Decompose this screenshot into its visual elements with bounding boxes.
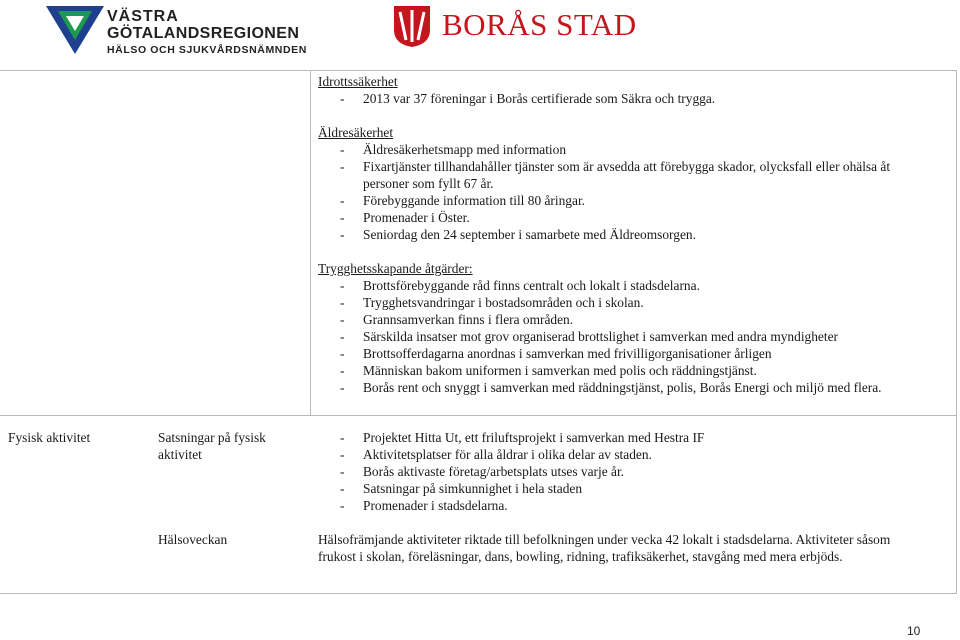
list-item: - Satsningar på simkunnighet i hela staden (340, 481, 583, 496)
idrott-section (318, 73, 715, 107)
subcategory-line: Satsningar på fysisk (158, 430, 266, 445)
vgr-name-line1: VÄSTRA (107, 8, 179, 25)
idrott-heading: Idrottssäkerhet (318, 74, 398, 89)
list-item: - Projektet Hitta Ut, ett friluftsprojekt i samverkan med Hestra IF (340, 430, 705, 445)
halso-label: Hälsoveckan (158, 532, 228, 547)
trygg-heading: Trygghetsskapande åtgärder: (318, 261, 473, 276)
subcategory-line: aktivitet (158, 447, 202, 462)
fysisk-list (318, 429, 704, 514)
vgr-subtitle: HÄLSO OCH SJUKVÅRDSNÄMNDEN (107, 44, 307, 56)
halso-line: Hälsofrämjande aktiviteter riktade till befolkningen under vecka 42 lokalt i stadsdelarna. Aktiviteter såsom (318, 532, 891, 547)
vgr-emblem-icon (44, 2, 106, 56)
list-item: - Aktivitetsplatser för alla åldrar i olika delar av staden. (340, 447, 652, 462)
page-number: 10 (907, 624, 921, 638)
trygg-section (318, 260, 882, 396)
list-item-continuation: personer som fyllt 67 år. (363, 176, 494, 191)
vgr-logo (44, 2, 314, 58)
list-item: - Äldresäkerhetsmapp med information (340, 142, 567, 157)
fysisk-subcategory (158, 429, 266, 463)
halso-line: frukost i skolan, föreläsningar, dans, bowling, ridning, trafiksäkerhet, stavgång med mera erbjöds. (318, 549, 843, 564)
list-item: - Brottsförebyggande råd finns centralt och lokalt i stadsdelarna. (340, 278, 700, 293)
list-item: - Trygghetsvandringar i bostadsområden och i skolan. (340, 295, 644, 310)
list-item: - Seniordag den 24 september i samarbete med Äldreomsorgen. (340, 227, 696, 242)
list-item: - Promenader i Öster. (340, 210, 470, 225)
vgr-name-line2: GÖTALANDSREGIONEN (107, 25, 300, 42)
list-item: - 2013 var 37 föreningar i Borås certifierade som Säkra och trygga. (340, 91, 716, 106)
boras-title: BORÅS STAD (442, 7, 637, 42)
aldre-heading: Äldresäkerhet (318, 125, 394, 140)
boras-shield-icon (392, 4, 432, 48)
list-item: - Promenader i stadsdelarna. (340, 498, 508, 513)
list-item: - Brottsofferdagarna anordnas i samverkan med frivilligorganisationer årligen (340, 346, 772, 361)
table-divider (310, 70, 311, 415)
list-item: - Borås rent och snyggt i samverkan med räddningstjänst, polis, Borås Energi och miljö med flera. (340, 380, 882, 395)
list-item: - Särskilda insatser mot grov organiserad brottslighet i samverkan med andra myndigheter (340, 329, 839, 344)
table-row-divider (0, 415, 957, 416)
list-item: - Grannsamverkan finns i flera områden. (340, 312, 574, 327)
list-item: - Fixartjänster tillhandahåller tjänster som är avsedda att förebygga skador, olycksfall eller ohälsa åt (340, 159, 891, 174)
list-item: - Förebyggande information till 80 åringar. (340, 193, 586, 208)
fysisk-category: Fysisk aktivitet (8, 430, 91, 445)
aldre-section (318, 124, 890, 243)
list-item: - Borås aktivaste företag/arbetsplats utses varje år. (340, 464, 625, 479)
halso-description (318, 531, 890, 565)
list-item: - Människan bakom uniformen i samverkan med polis och räddningstjänst. (340, 363, 757, 378)
